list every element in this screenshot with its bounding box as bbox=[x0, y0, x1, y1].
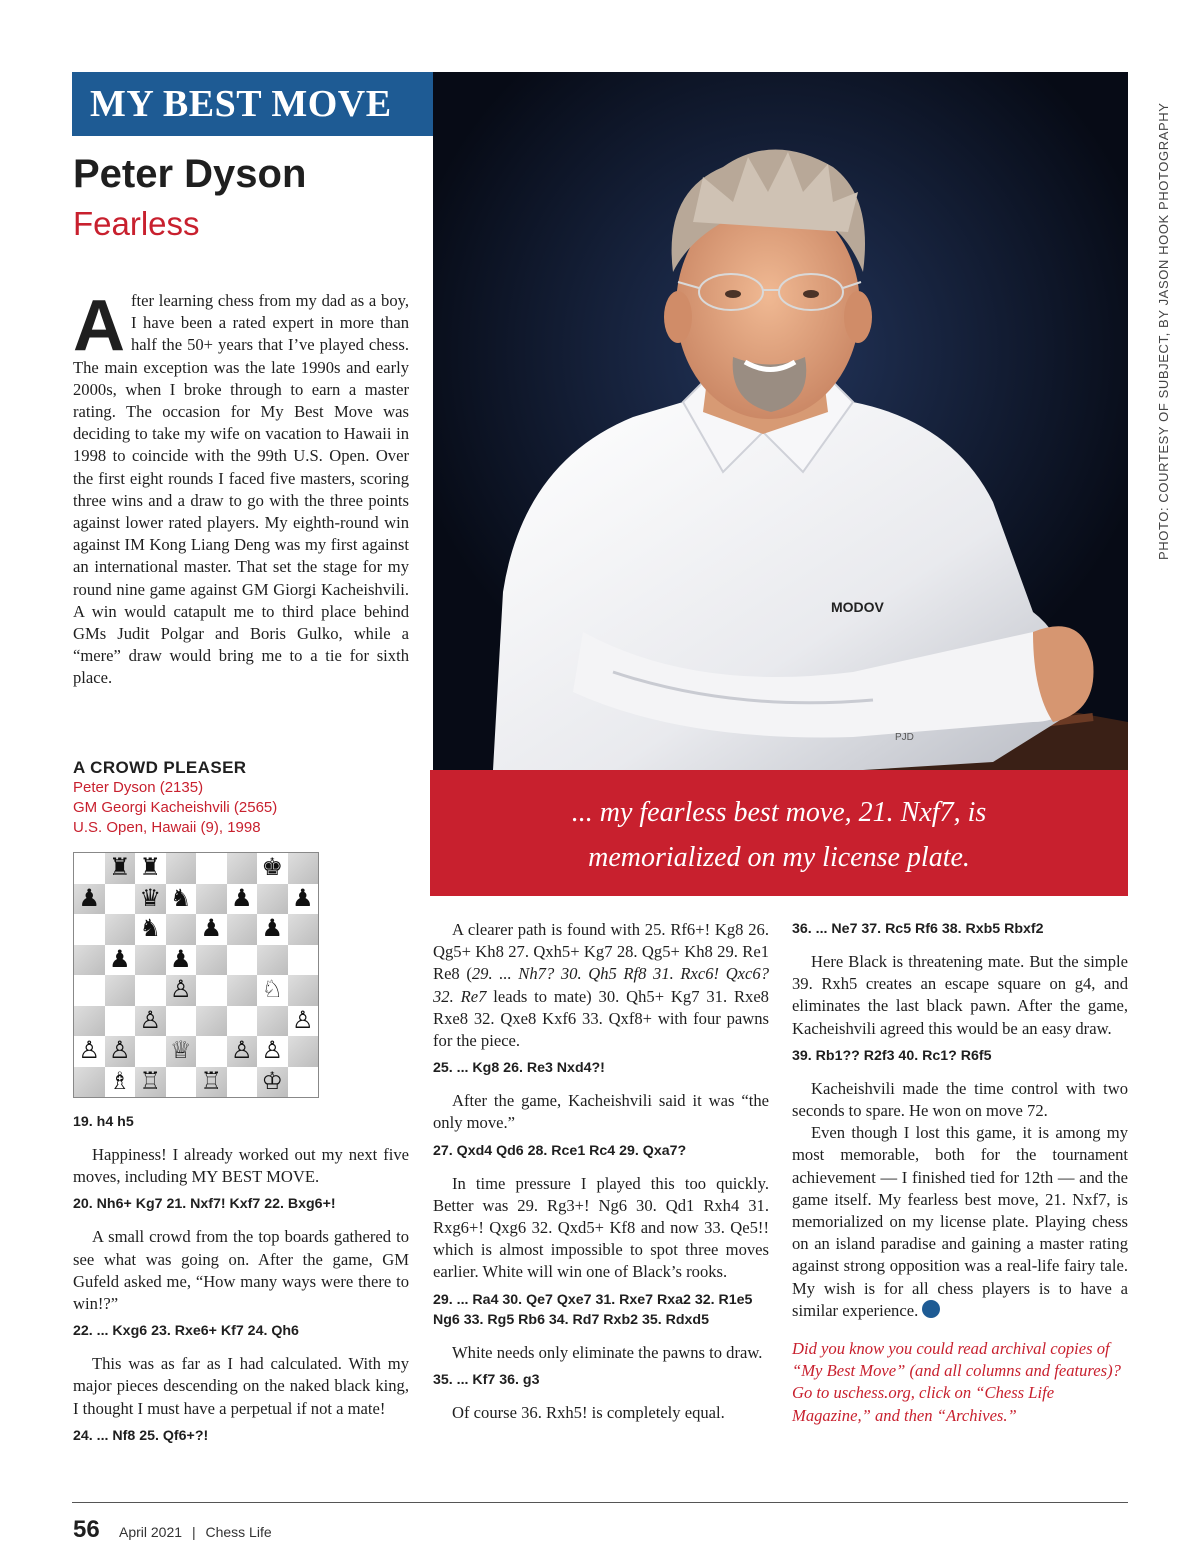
board-square-a6 bbox=[74, 914, 105, 945]
chess-piece: ♜ bbox=[139, 855, 161, 882]
board-square-c2 bbox=[135, 1036, 166, 1067]
board-square-f7 bbox=[227, 884, 258, 915]
board-square-b4 bbox=[105, 975, 136, 1006]
footer-issue: April 2021 bbox=[119, 1524, 183, 1540]
board-square-e6 bbox=[196, 914, 227, 945]
board-square-h8 bbox=[288, 853, 319, 884]
board-square-e8 bbox=[196, 853, 227, 884]
chess-piece: ♟ bbox=[169, 946, 192, 973]
author-photo bbox=[433, 72, 1128, 770]
board-square-a4 bbox=[74, 975, 105, 1006]
column-3 bbox=[792, 919, 1128, 1427]
move-line: 39. Rb1?? R2f3 40. Rc1? R6f5 bbox=[792, 1047, 992, 1064]
chess-piece: ♞ bbox=[139, 916, 161, 943]
cuff-monogram: PJD bbox=[895, 732, 914, 743]
board-square-a2 bbox=[74, 1036, 105, 1067]
shirt-logo: MODOV bbox=[831, 599, 884, 615]
game-event: U.S. Open, Hawaii (9), 1998 bbox=[73, 819, 261, 836]
paragraph bbox=[792, 1122, 1128, 1322]
board-square-g2 bbox=[257, 1036, 288, 1067]
board-square-c7 bbox=[135, 884, 166, 915]
move-line: 25. ... Kg8 26. Re3 Nxd4?! bbox=[433, 1060, 605, 1077]
board-square-h4 bbox=[288, 975, 319, 1006]
board-square-b3 bbox=[105, 1006, 136, 1037]
board-square-d8 bbox=[166, 853, 197, 884]
chess-piece: ♙ bbox=[139, 1007, 161, 1034]
board-square-a3 bbox=[74, 1006, 105, 1037]
end-of-article-icon bbox=[922, 1300, 940, 1318]
board-square-b5 bbox=[105, 945, 136, 976]
chess-piece: ♛ bbox=[139, 885, 161, 912]
paragraph: This was as far as I had calculated. With my major pieces descending on the naked black king, I thought I must have a perpetual if not a mate! bbox=[73, 1354, 409, 1418]
board-square-e3 bbox=[196, 1006, 227, 1037]
board-square-d3 bbox=[166, 1006, 197, 1037]
board-square-f6 bbox=[227, 914, 258, 945]
paragraph-text: leads to mate) 30. Qh5+ Kg7 31. Rxe8 Rxe8 32. Qxe8 Kxf6 33. Qxf8+ with four pawns for the piece. bbox=[433, 986, 769, 1051]
chess-piece: ♙ bbox=[230, 1038, 253, 1065]
move-line: 27. Qxd4 Qd6 28. Rce1 Rc4 29. Qxa7? bbox=[433, 1142, 687, 1159]
chess-piece: ♟ bbox=[230, 885, 253, 912]
move-line: 22. ... Kxg6 23. Rxe6+ Kf7 24. Qh6 bbox=[73, 1323, 299, 1340]
chess-piece: ♟ bbox=[261, 916, 283, 943]
board-square-f3 bbox=[227, 1006, 258, 1037]
chess-piece: ♚ bbox=[261, 855, 283, 882]
board-square-d6 bbox=[166, 914, 197, 945]
footer-magazine: Chess Life bbox=[205, 1524, 272, 1540]
chess-piece: ♟ bbox=[291, 885, 314, 912]
move-line: 35. ... Kf7 36. g3 bbox=[433, 1371, 540, 1388]
board-square-a8 bbox=[74, 853, 105, 884]
board-square-c1 bbox=[135, 1067, 166, 1098]
board-square-d7 bbox=[166, 884, 197, 915]
board-square-c5 bbox=[135, 945, 166, 976]
archive-callout: Did you know you could read archival copies of “My Best Move” (and all columns and features)? Go to uschess.org, click on “Chess Life Magazine,” and then “Archives.” bbox=[792, 1339, 1121, 1425]
paragraph: White needs only eliminate the pawns to draw. bbox=[452, 1342, 763, 1362]
pull-quote bbox=[430, 770, 1128, 896]
chess-piece: ♜ bbox=[108, 855, 131, 882]
paragraph: A small crowd from the top boards gathered to see what was going on. After the game, GM Gufeld asked me, “How many ways were there to win!?” bbox=[73, 1227, 409, 1314]
board-square-d2 bbox=[166, 1036, 197, 1067]
paragraph: After the game, Kacheishvili said it was “the only move.” bbox=[433, 1091, 769, 1133]
paragraph: Here Black is threatening mate. But the simple 39. Rxh5 creates an escape square on g4, and eliminates the last black pawn. After the game, Kacheishvili agreed this would be an easy draw. bbox=[792, 952, 1128, 1038]
chess-piece: ♙ bbox=[78, 1038, 100, 1065]
chess-piece: ♟ bbox=[200, 916, 222, 943]
chess-board bbox=[73, 852, 319, 1098]
board-square-a5 bbox=[74, 945, 105, 976]
board-square-h2 bbox=[288, 1036, 319, 1067]
paragraph bbox=[433, 919, 769, 1052]
board-square-h1 bbox=[288, 1067, 319, 1098]
paragraph: Kacheishvili made the time control with two seconds to spare. He won on move 72. bbox=[792, 1078, 1128, 1121]
move-line: 36. ... Ne7 37. Rc5 Rf6 38. Rxb5 Rbxf2 bbox=[792, 921, 1044, 937]
board-square-b1 bbox=[105, 1067, 136, 1098]
move-line: 29. ... Ra4 30. Qe7 Qxe7 31. Rxe7 Rxa2 32. R1e5 Ng6 33. Rg5 Rb6 34. Rd7 Rxb2 35. Rdxd5 bbox=[433, 1291, 753, 1328]
footer-rule bbox=[72, 1502, 1128, 1503]
paragraph-text: Even though I lost this game, it is among my most memorable, both for the tournament achievement — I finished tied for 12th — and the game itself. My fearless best move, 21. Nxf7, is memorialized on my license plate. Playing chess on an island paradise and gaining a master rating against strong opposition was a real-life fairy tale. My wish is for all chess players is to have a similar experience. bbox=[792, 1123, 1128, 1320]
drop-cap: A bbox=[73, 286, 125, 366]
intro-paragraph bbox=[73, 286, 409, 690]
chess-piece: ♘ bbox=[261, 977, 283, 1004]
page-number: 56 bbox=[73, 1516, 100, 1543]
board-square-f4 bbox=[227, 975, 258, 1006]
board-square-g1 bbox=[257, 1067, 288, 1098]
move-line: 20. Nh6+ Kg7 21. Nxf7! Kxf7 22. Bxg6+! bbox=[73, 1196, 336, 1213]
column-1 bbox=[73, 1112, 409, 1446]
board-square-b6 bbox=[105, 914, 136, 945]
pull-quote-line-2: memorialized on my license plate. bbox=[588, 842, 970, 873]
game-white-player: Peter Dyson (2135) bbox=[73, 779, 204, 796]
paragraph: Of course 36. Rxh5! is completely equal. bbox=[452, 1402, 725, 1422]
board-square-g7 bbox=[257, 884, 288, 915]
board-square-d5 bbox=[166, 945, 197, 976]
board-square-g3 bbox=[257, 1006, 288, 1037]
chess-piece: ♙ bbox=[108, 1038, 131, 1065]
chess-piece: ♖ bbox=[139, 1068, 161, 1095]
board-square-f2 bbox=[227, 1036, 258, 1067]
paragraph: In time pressure I played this too quickly. Better was 29. Rg3+! Ng6 30. Qd1 Rxh4 31. Rxg6+! Qxg6 32. Qxd5+ Kf8 and now 33. Qe5!! which is almost impossible to spot three moves earlier. White will win one of Black’s rooks. bbox=[433, 1173, 769, 1282]
footer-separator: | bbox=[191, 1524, 196, 1540]
paragraph-italic: 29. ... Nh7? 30. Qh5 Rf8 31. Rxc6! Qxc6? 32. Re7 bbox=[433, 964, 770, 1006]
board-square-c6 bbox=[135, 914, 166, 945]
chess-piece: ♟ bbox=[78, 885, 100, 912]
pull-quote-line-1: ... my fearless best move, 21. Nxf7, is bbox=[571, 797, 987, 828]
chess-piece: ♙ bbox=[261, 1038, 283, 1065]
board-square-a7 bbox=[74, 884, 105, 915]
board-square-b8 bbox=[105, 853, 136, 884]
paragraph: Happiness! I already worked out my next five moves, including MY BEST MOVE. bbox=[73, 1145, 409, 1187]
board-square-g5 bbox=[257, 945, 288, 976]
chess-piece: ♖ bbox=[200, 1068, 222, 1095]
board-square-c4 bbox=[135, 975, 166, 1006]
chess-piece: ♟ bbox=[108, 946, 131, 973]
board-square-c3 bbox=[135, 1006, 166, 1037]
board-square-e5 bbox=[196, 945, 227, 976]
board-square-g4 bbox=[257, 975, 288, 1006]
footer-publication bbox=[119, 1524, 272, 1540]
board-square-h5 bbox=[288, 945, 319, 976]
board-square-f1 bbox=[227, 1067, 258, 1098]
move-line: 19. h4 h5 bbox=[73, 1114, 134, 1130]
board-square-c8 bbox=[135, 853, 166, 884]
board-square-e1 bbox=[196, 1067, 227, 1098]
chess-piece: ♗ bbox=[108, 1068, 131, 1095]
board-square-b2 bbox=[105, 1036, 136, 1067]
photo-credit: PHOTO: COURTESY OF SUBJECT, BY JASON HOOK PHOTOGRAPHY bbox=[1156, 102, 1171, 560]
board-square-g8 bbox=[257, 853, 288, 884]
section-header: MY BEST MOVE bbox=[72, 72, 433, 136]
game-title: A CROWD PLEASER bbox=[73, 758, 247, 777]
board-square-h7 bbox=[288, 884, 319, 915]
move-line: 24. ... Nf8 25. Qf6+?! bbox=[73, 1427, 209, 1444]
board-square-e7 bbox=[196, 884, 227, 915]
board-square-f5 bbox=[227, 945, 258, 976]
board-square-e2 bbox=[196, 1036, 227, 1067]
column-2 bbox=[433, 919, 769, 1424]
board-square-e4 bbox=[196, 975, 227, 1006]
portrait-illustration bbox=[433, 72, 1128, 770]
chess-piece: ♔ bbox=[261, 1068, 283, 1095]
chess-piece: ♙ bbox=[291, 1007, 314, 1034]
intro-text: fter learning chess from my dad as a boy, I have been a rated expert in more than half the 50+ years that I’ve played chess. The main exception was the late 1990s and early 2000s, when I broke through to earn a master rating. The occasion for My Best Move was deciding to take my wife on vacation to Hawaii in 1998 to coincide with the 99th U.S. Open. Over the first eight rounds I faced five masters, scoring three wins and a draw to go with the three points against lower rated players. My eighth-round win against IM Kong Liang Deng was my first against an international master. That set the stage for my round nine game against GM Giorgi Kacheishvili. A win would catapult me to third place behind GMs Judit Polgar and Boris Gulko, while a “mere” draw would bring me to a tie for sixth place. bbox=[73, 291, 409, 688]
board-square-a1 bbox=[74, 1067, 105, 1098]
chess-piece: ♕ bbox=[169, 1038, 192, 1065]
game-black-player: GM Georgi Kacheishvili (2565) bbox=[73, 799, 278, 816]
board-square-f8 bbox=[227, 853, 258, 884]
board-square-g6 bbox=[257, 914, 288, 945]
author-name: Peter Dyson bbox=[73, 152, 307, 196]
board-square-d4 bbox=[166, 975, 197, 1006]
board-square-b7 bbox=[105, 884, 136, 915]
board-square-h3 bbox=[288, 1006, 319, 1037]
article-subtitle: Fearless bbox=[73, 205, 200, 242]
chess-piece: ♞ bbox=[169, 885, 192, 912]
board-square-d1 bbox=[166, 1067, 197, 1098]
board-square-h6 bbox=[288, 914, 319, 945]
paragraph-text: A clearer path is found with 25. Rf6+! Kg8 26. Qg5+ Kh8 27. Qxh5+ Kg7 28. Qg5+ Kh8 29. Re1 Re8 ( bbox=[433, 920, 769, 984]
chess-piece: ♙ bbox=[169, 977, 192, 1004]
